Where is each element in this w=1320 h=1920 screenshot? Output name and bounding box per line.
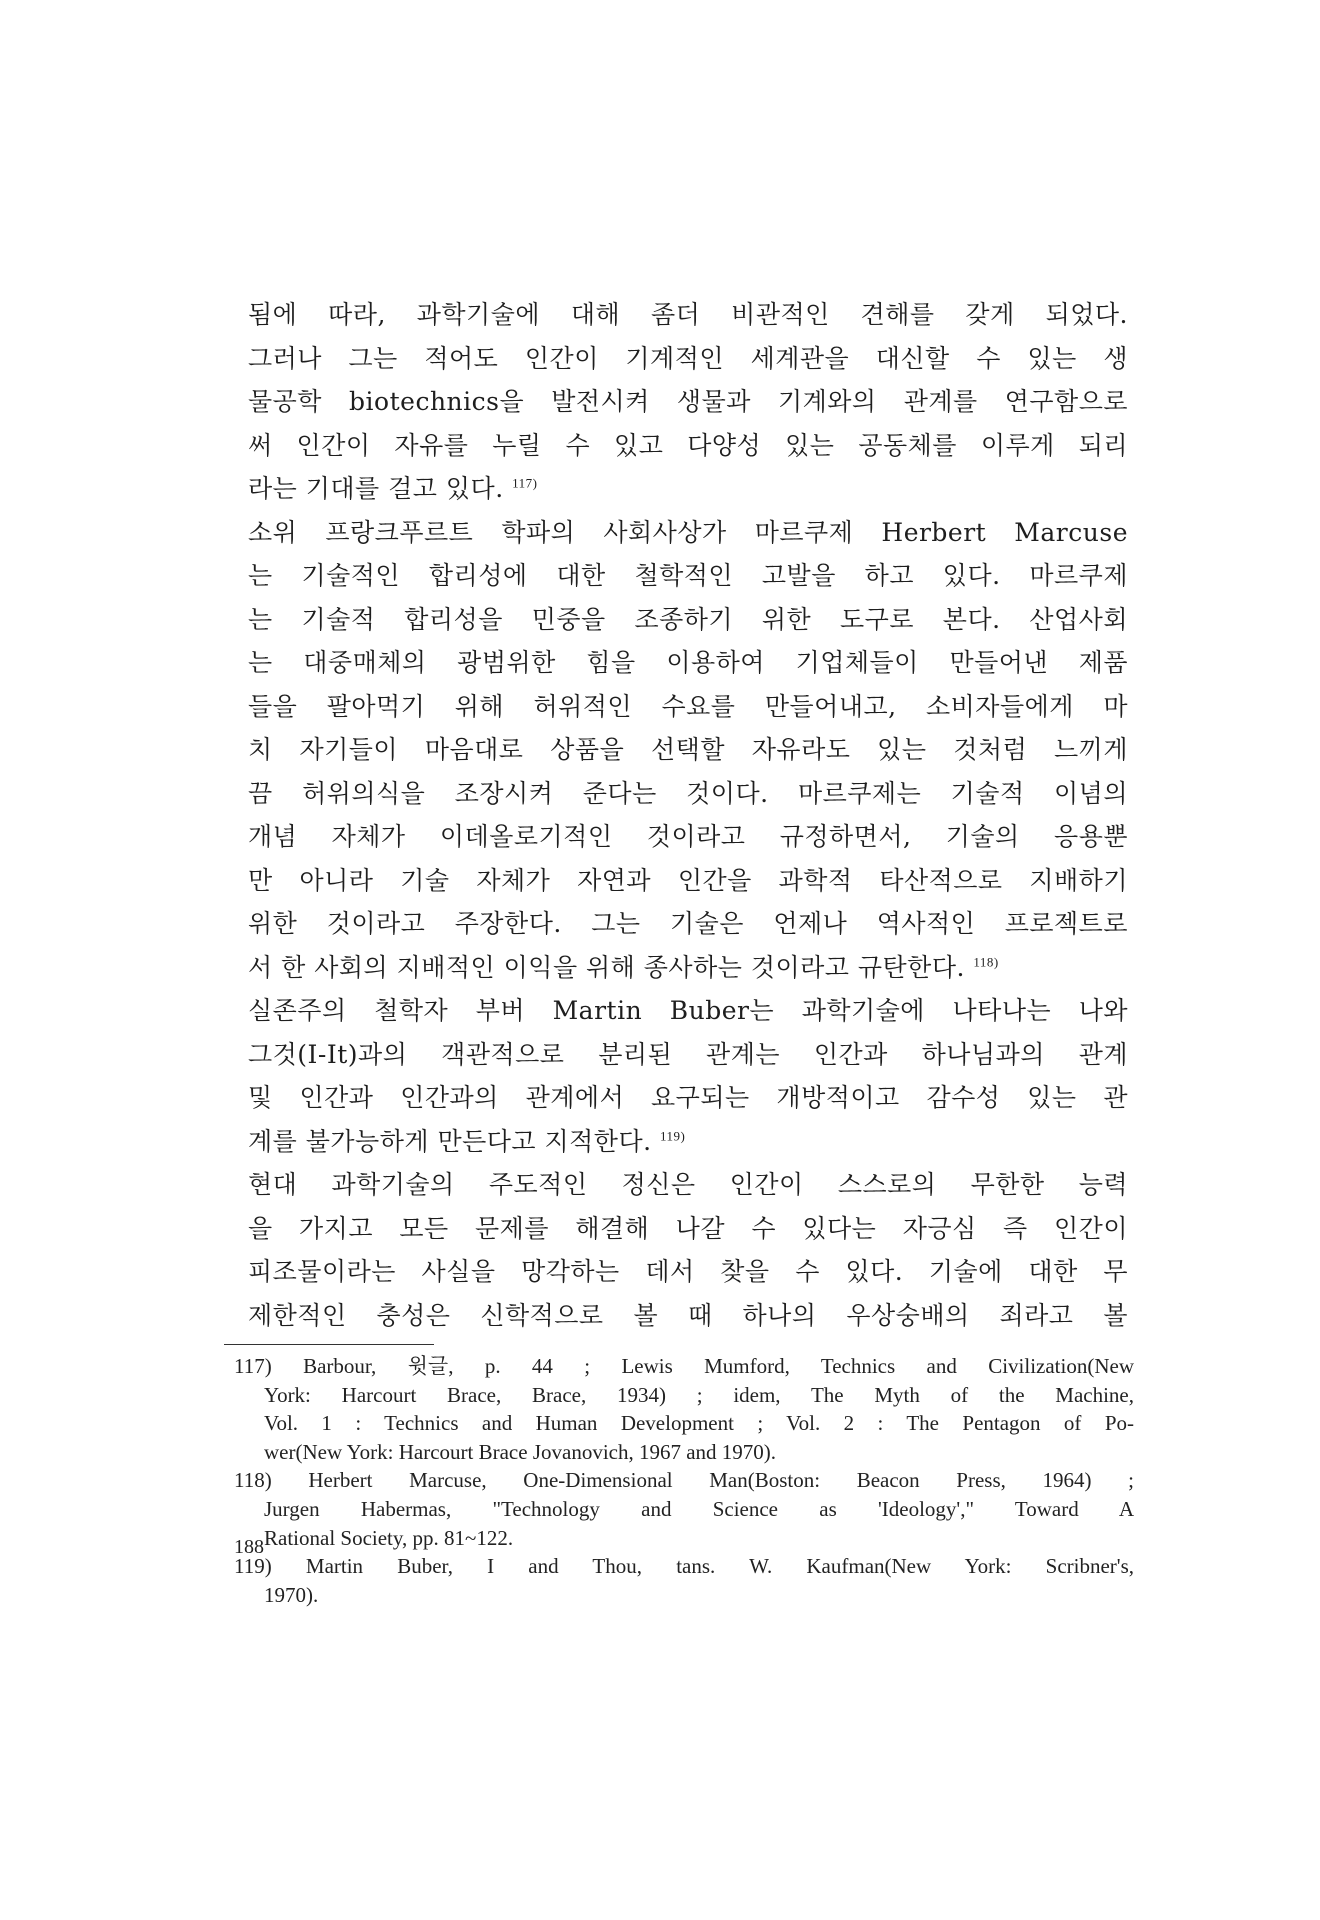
text-line (248, 467, 1128, 511)
text-line: 그러나 그는 적어도 인간이 기계적인 세계관을 대신할 수 있는 생 (248, 343, 1128, 373)
text-line: 는 기술적 합리성을 민중을 조종하기 위한 도구로 본다. 산업사회 (248, 604, 1128, 634)
text-line: 됨에 따라, 과학기술에 대해 좀더 비관적인 견해를 갖게 되었다. (248, 300, 1128, 329)
footnote-line: Vol. 1 : Technics and Human Development ; Vol. 2 : The Pentagon of Po- (264, 1411, 1134, 1436)
text-line: 소위 프랑크푸르트 학파의 사회사상가 마르쿠제 Herbert Marcuse (248, 517, 1128, 547)
text-line: 실존주의 철학자 부버 Martin Buber는 과학기술에 나타나는 나와 (248, 996, 1128, 1025)
text-line: 개념 자체가 이데올로기적인 것이라고 규정하면서, 기술의 응용뿐 (248, 822, 1128, 851)
paragraph-end-text: 라는 기대를 걸고 있다. (248, 474, 504, 503)
footnotes (234, 1352, 1134, 1609)
text-line: 는 기술적인 합리성에 대한 철학적인 고발을 하고 있다. 마르쿠제 (248, 561, 1128, 590)
text-line: 치 자기들이 마음대로 상품을 선택할 자유라도 있는 것처럼 느끼게 (248, 735, 1128, 764)
text-line (248, 946, 1128, 990)
footnote-ref-117: 117) (512, 475, 538, 491)
text-line: 제한적인 충성은 신학적으로 볼 때 하나의 우상숭배의 죄라고 볼 (248, 1300, 1128, 1330)
text-line: 써 인간이 자유를 누릴 수 있고 다양성 있는 공동체를 이루게 되리 (248, 430, 1128, 460)
footnote-line: Jurgen Habermas, "Technology and Science as 'Ideology'," Toward A (264, 1496, 1134, 1521)
text-line: 는 대중매체의 광범위한 힘을 이용하여 기업체들이 만들어낸 제품 (248, 648, 1128, 677)
footnote-line: Rational Society, pp. 81~122. (264, 1525, 514, 1550)
footnote-line: 117) Barbour, 윗글, p. 44 ; Lewis Mumford, Technics and Civilization(New (234, 1354, 1134, 1378)
text-line: 및 인간과 인간과의 관계에서 요구되는 개방적이고 감수성 있는 관 (248, 1083, 1128, 1112)
text-line: 물공학 biotechnics을 발전시켜 생물과 기계와의 관계를 연구함으로 (248, 387, 1128, 416)
footnote-ref-118: 118) (973, 954, 999, 970)
footnote-ref-119: 119) (660, 1128, 686, 1144)
paragraph-end-text: 계를 불가능하게 만든다고 지적한다. (248, 1126, 652, 1156)
text-line (248, 1120, 1128, 1164)
text-line: 들을 팔아먹기 위해 허위적인 수요를 만들어내고, 소비자들에게 마 (248, 691, 1128, 721)
text-line: 그것(I-It)과의 객관적으로 분리된 관계는 인간과 하나님과의 관계 (248, 1039, 1128, 1069)
footnote-divider (224, 1344, 434, 1345)
footnote-line: York: Harcourt Brace, Brace, 1934) ; idem, The Myth of the Machine, (264, 1382, 1134, 1407)
paragraph-end-text: 서 한 사회의 지배적인 이익을 위해 종사하는 것이라고 규탄한다. (248, 952, 965, 982)
text-line: 위한 것이라고 주장한다. 그는 기술은 언제나 역사적인 프로젝트로 (248, 909, 1128, 938)
text-line: 만 아니라 기술 자체가 자연과 인간을 과학적 타산적으로 지배하기 (248, 865, 1128, 895)
page-number: 188 (234, 1536, 264, 1558)
text-line: 을 가지고 모든 문제를 해결해 나갈 수 있다는 자긍심 즉 인간이 (248, 1213, 1128, 1243)
footnote-line: 1970). (264, 1582, 319, 1607)
footnote-line: wer(New York: Harcourt Brace Jovanovich, 1967 and 1970). (264, 1439, 777, 1464)
text-line: 현대 과학기술의 주도적인 정신은 인간이 스스로의 무한한 능력 (248, 1170, 1128, 1199)
footnote-line: 119) Martin Buber, I and Thou, tans. W. Kaufman(New York: Scribner's, (234, 1554, 1134, 1579)
text-line: 끔 허위의식을 조장시켜 준다는 것이다. 마르쿠제는 기술적 이념의 (248, 778, 1128, 808)
body-text (248, 293, 1128, 1337)
text-line: 피조물이라는 사실을 망각하는 데서 찾을 수 있다. 기술에 대한 무 (248, 1257, 1128, 1286)
footnote-line: 118) Herbert Marcuse, One-Dimensional Man(Boston: Beacon Press, 1964) ; (234, 1468, 1134, 1493)
